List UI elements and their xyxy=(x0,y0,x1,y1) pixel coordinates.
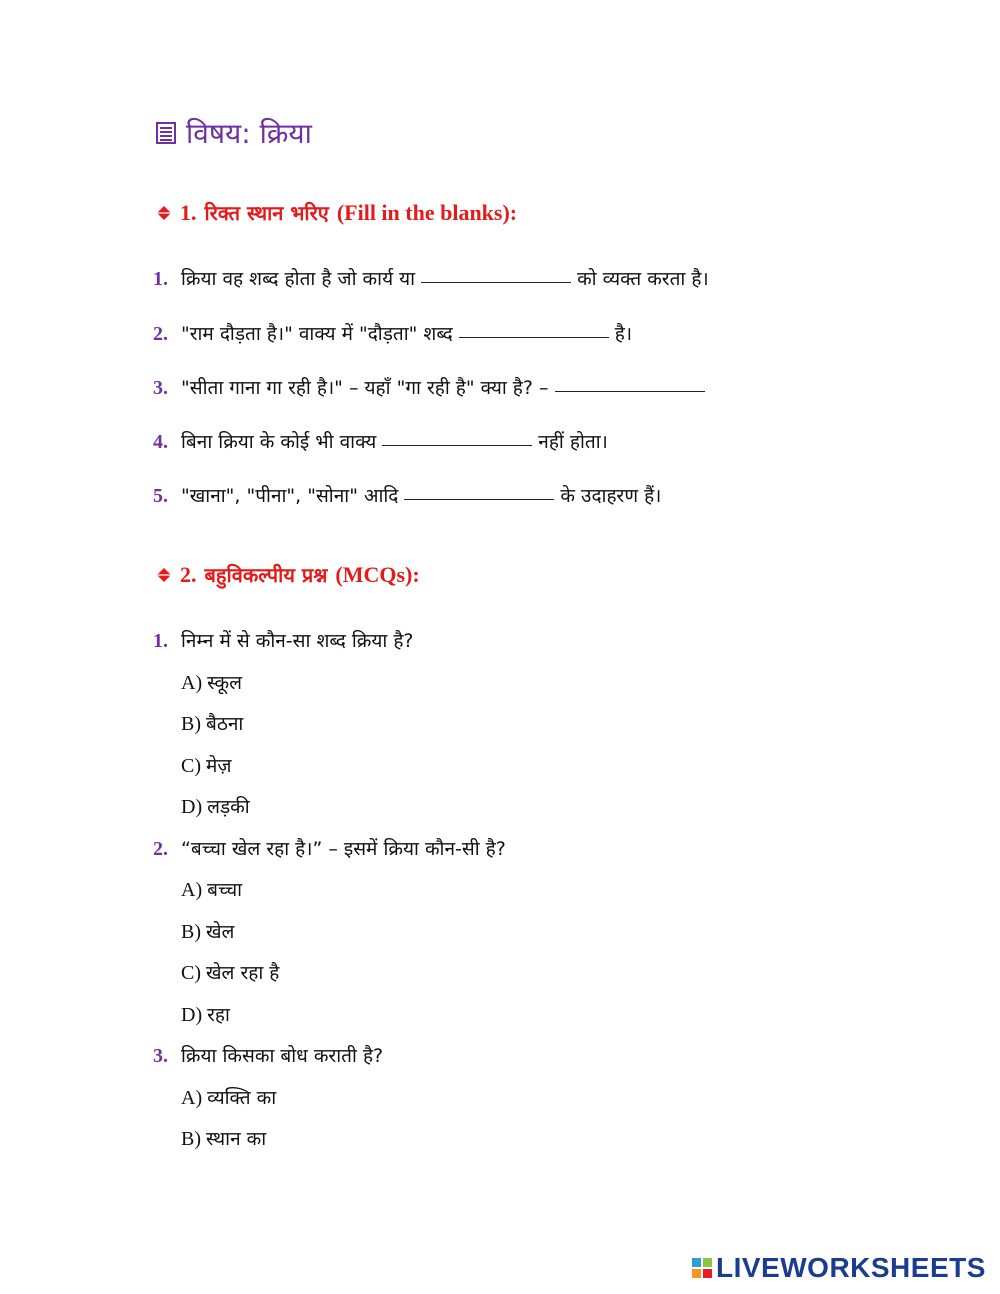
question-text-after: नहीं होता। xyxy=(538,431,608,453)
option-text: लड़की xyxy=(207,796,250,818)
question-text-before: क्रिया वह शब्द होता है जो कार्य या xyxy=(181,268,416,290)
mcq-option[interactable] xyxy=(181,1125,266,1151)
option-letter: A) xyxy=(181,672,203,694)
diamond-bullet-icon xyxy=(156,205,172,221)
liveworksheets-logo xyxy=(692,1252,986,1284)
question-number: 2. xyxy=(153,838,168,860)
section-number: 2. xyxy=(180,561,197,587)
mcq-option[interactable] xyxy=(181,752,231,778)
option-letter: B) xyxy=(181,713,201,735)
section-number: 1. xyxy=(180,199,197,225)
answer-blank[interactable] xyxy=(421,281,571,283)
option-letter: A) xyxy=(181,1087,203,1109)
option-letter: C) xyxy=(181,755,201,777)
mcq-option[interactable] xyxy=(181,918,234,944)
option-letter: D) xyxy=(181,1004,203,1026)
section-hindi-label: बहुविकल्पीय प्रश्न xyxy=(204,563,328,587)
document-icon xyxy=(156,122,176,144)
question-text-before: "सीता गाना गा रही है।" – यहाँ "गा रही है" क्या है? – xyxy=(181,377,549,399)
page-title xyxy=(156,114,312,152)
section-english-label: (Fill in the blanks): xyxy=(336,199,518,225)
mcq-option[interactable] xyxy=(181,1084,276,1110)
section-english-label: (MCQs): xyxy=(335,561,420,587)
option-letter: B) xyxy=(181,1128,201,1150)
mcq-option[interactable] xyxy=(181,876,242,902)
section-heading-mcqs xyxy=(156,561,420,588)
mcq-question xyxy=(153,627,414,653)
option-text: बैठना xyxy=(206,713,244,735)
option-text: खेल xyxy=(206,921,235,943)
logo-text: LIVEWORKSHEETS xyxy=(716,1252,986,1283)
question-text: क्रिया किसका बोध कराती है? xyxy=(181,1045,384,1067)
logo-mark-icon xyxy=(692,1258,712,1278)
question-text: निम्न में से कौन-सा शब्द क्रिया है? xyxy=(181,630,414,652)
option-text: स्थान का xyxy=(206,1128,267,1150)
mcq-option[interactable] xyxy=(181,710,243,736)
fill-blank-question xyxy=(153,320,632,346)
question-text-before: "खाना", "पीना", "सोना" आदि xyxy=(181,485,399,507)
question-text-before: "राम दौड़ता है।" वाक्य में "दौड़ता" शब्द xyxy=(181,323,453,345)
mcq-option[interactable] xyxy=(181,959,279,985)
question-text-before: बिना क्रिया के कोई भी वाक्य xyxy=(181,431,377,453)
title-text: विषय: क्रिया xyxy=(186,117,312,150)
question-text-after: है। xyxy=(614,323,633,345)
mcq-option[interactable] xyxy=(181,669,242,695)
section-hindi-label: रिक्त स्थान भरिए xyxy=(204,201,329,225)
question-number: 2. xyxy=(153,323,168,345)
option-letter: B) xyxy=(181,921,201,943)
question-number: 3. xyxy=(153,377,168,399)
diamond-bullet-icon xyxy=(156,567,172,583)
answer-blank[interactable] xyxy=(404,498,554,500)
option-text: बच्चा xyxy=(207,879,243,901)
mcq-question xyxy=(153,835,506,861)
fill-blank-question xyxy=(153,374,711,400)
option-text: व्यक्ति का xyxy=(207,1087,277,1109)
mcq-option[interactable] xyxy=(181,1001,230,1027)
option-letter: A) xyxy=(181,879,203,901)
option-text: स्कूल xyxy=(207,672,242,694)
answer-blank[interactable] xyxy=(382,444,532,446)
option-text: खेल रहा है xyxy=(206,962,280,984)
question-text: “बच्चा खेल रहा है।” – इसमें क्रिया कौन-सी है? xyxy=(181,838,506,860)
question-number: 1. xyxy=(153,268,168,290)
question-number: 3. xyxy=(153,1045,168,1067)
question-number: 1. xyxy=(153,630,168,652)
mcq-option[interactable] xyxy=(181,793,250,819)
fill-blank-question xyxy=(153,482,661,508)
answer-blank[interactable] xyxy=(459,336,609,338)
option-letter: D) xyxy=(181,796,203,818)
mcq-question xyxy=(153,1042,383,1068)
answer-blank[interactable] xyxy=(555,390,705,392)
question-number: 4. xyxy=(153,431,168,453)
fill-blank-question xyxy=(153,428,608,454)
option-letter: C) xyxy=(181,962,201,984)
option-text: रहा xyxy=(207,1004,230,1026)
question-text-after: को व्यक्त करता है। xyxy=(577,268,709,290)
section-heading-fill-blanks xyxy=(156,199,517,226)
question-number: 5. xyxy=(153,485,168,507)
question-text-after: के उदाहरण हैं। xyxy=(560,485,662,507)
option-text: मेज़ xyxy=(206,755,232,777)
fill-blank-question xyxy=(153,265,709,291)
